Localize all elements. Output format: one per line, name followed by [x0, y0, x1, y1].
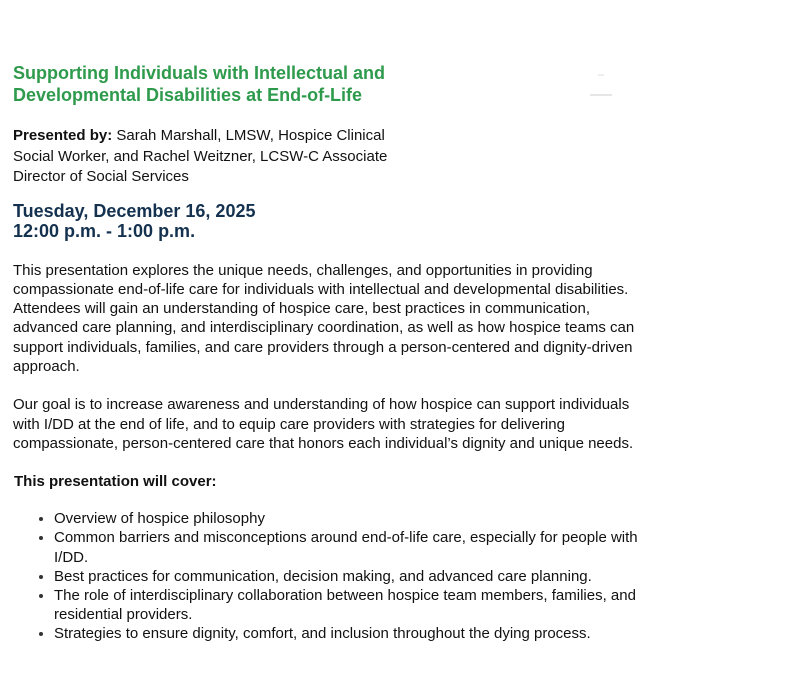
- presenters: [13, 126, 423, 188]
- cover-heading: This presentation will cover:: [14, 473, 217, 491]
- list-item-text: Strategies to ensure dignity, comfort, and inclusion throughout the dying process.: [54, 625, 591, 643]
- event-title: Supporting Individuals with Intellectual and Developmental Disabilities at End-of-Life: [13, 63, 386, 105]
- list-item-text: Best practices for communication, decision making, and advanced care planning.: [54, 567, 592, 585]
- list-item: [53, 528, 643, 566]
- list-item: [53, 567, 643, 586]
- event-date: Tuesday, December 16, 2025: [13, 200, 256, 221]
- event-datetime: [13, 201, 653, 241]
- bullet-icon: [39, 517, 43, 521]
- description-paragraph: This presentation explores the unique needs, challenges, and opportunities in providing compassionate end-of-life care for individuals with intellectual and developmental disabilities. Attendees will gain an understanding of hospice care, best practices in communication, advanced care planning, and interdisciplinary coordination, as well as how hospice teams can support individuals, families, and care providers through a person-centered and dignity-driven approach.: [13, 261, 635, 375]
- list-item-text: The role of interdisciplinary collaboration between hospice team members, families, and residential providers.: [54, 586, 636, 624]
- bullet-icon: [39, 632, 43, 636]
- bullet-icon: [39, 594, 43, 598]
- cover-list: [13, 509, 643, 643]
- event-time: 12:00 p.m. - 1:00 p.m.: [13, 220, 196, 241]
- presenter-names: Sarah Marshall, LMSW, Hospice Clinical Social Worker, and Rachel Weitzner, LCSW-C Associate Director of Social Services: [13, 127, 388, 185]
- list-item: [53, 624, 643, 643]
- list-item-text: Overview of hospice philosophy: [54, 510, 265, 528]
- goal-paragraph: Our goal is to increase awareness and understanding of how hospice can support individuals with I/DD at the end of life, and to equip care providers with strategies for delivering compassionate, person-centered care that honors each individual’s dignity and unique needs.: [13, 396, 634, 452]
- list-item-text: Common barriers and misconceptions around end-of-life care, especially for people with I/DD.: [54, 529, 638, 566]
- presented-by-label: Presented by:: [13, 127, 113, 144]
- event-description: [13, 62, 653, 644]
- bullet-icon: [39, 575, 43, 579]
- image-artifact: [598, 74, 604, 76]
- list-item: [53, 586, 643, 624]
- bullet-icon: [39, 536, 43, 540]
- list-item: [53, 509, 643, 528]
- image-artifact: [590, 94, 612, 96]
